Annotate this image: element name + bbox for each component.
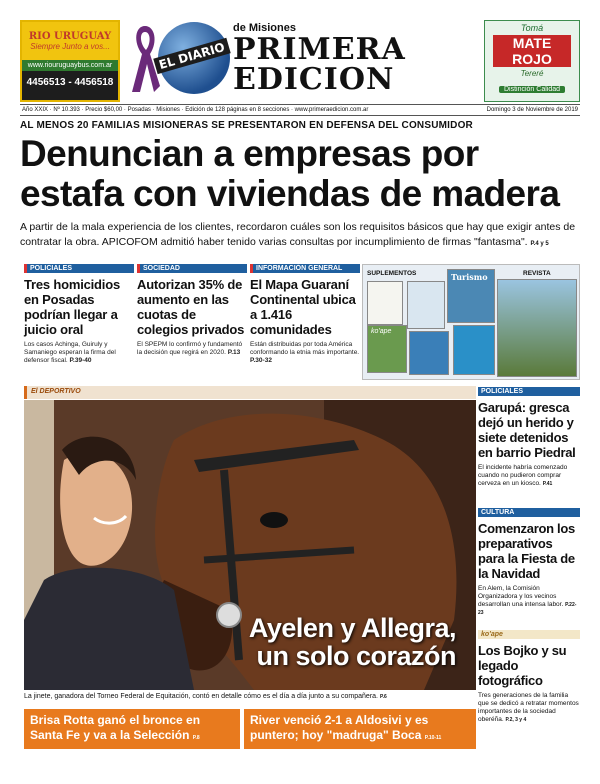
bottom-story-pages: P.10-11	[424, 735, 442, 741]
ad-toma: Tomá	[520, 23, 544, 33]
section-label: SOCIEDAD	[137, 264, 247, 273]
rail-pages: P.41	[542, 481, 553, 487]
masthead-title-line2: EDICION	[233, 62, 395, 97]
story-body	[250, 341, 360, 365]
supplements-label: SUPLEMENTOS	[367, 270, 417, 277]
section-label: ko'ape	[478, 630, 580, 639]
ad-mate-rojo-brand: MATE ROJO	[493, 35, 571, 67]
photo-caption	[24, 692, 476, 702]
revista-cover[interactable]	[497, 279, 577, 377]
rail-story-navidad[interactable]	[478, 508, 580, 617]
koape-cover[interactable]	[367, 325, 407, 373]
turismo-brand: Turismo	[451, 272, 488, 282]
rail-body-text: El incidente habría comenzado cuando no pudieron comprar cerveza en un kiosco.	[478, 464, 568, 487]
bottom-story-text: Brisa Rotta ganó el bronce en Santa Fe y va a la Selección	[30, 713, 201, 742]
globe-icon	[158, 22, 230, 94]
rail-headline: Los Bojko y su legado fotográfico	[478, 643, 567, 688]
deportivo-section-bar: El DEPORTIVO	[24, 386, 476, 399]
rail-headline: Garupá: gresca dejó un herido y siete detenidos en barrio Piedral	[478, 400, 576, 460]
ad-rio-uruguay-logo	[22, 22, 118, 60]
story-pages: P.13	[227, 349, 241, 356]
rail-pages: P.2, 3 y 4	[505, 717, 527, 723]
supplement-cover-4[interactable]	[453, 325, 495, 375]
ad-rio-uruguay[interactable]	[20, 20, 120, 102]
ad-brand: RIO URUGUAY	[28, 31, 112, 42]
rail-story-bojko[interactable]	[478, 630, 580, 724]
masthead-title-line1: PRIMERA	[233, 32, 406, 67]
section-label: INFORMACIÓN GENERAL	[250, 264, 360, 273]
ad-phones: 4456513 - 4456518	[26, 77, 114, 88]
story-policiales[interactable]	[24, 264, 134, 365]
story-body-text: Están distribuidas por toda América conformando la etnia más importante.	[250, 341, 360, 356]
main-lede-pages: P.4 y 5	[530, 241, 549, 247]
rail-body	[478, 585, 580, 617]
supplements-box[interactable]	[362, 264, 580, 380]
story-body-text: El SPEPM lo confirmó y fundamentó la decisión que regirá en 2020.	[137, 341, 243, 356]
rail-body	[478, 464, 580, 488]
story-body	[137, 341, 247, 357]
photo-caption-text: La jinete, ganadora del Torneo Federal de Equitación, contó en detalle cómo es el día a día junto a su compañera.	[24, 693, 378, 700]
story-informacion-general[interactable]	[250, 264, 360, 365]
masthead[interactable]	[130, 18, 480, 98]
main-lede-text: A partir de la mala experiencia de los clientes, recordaron cuáles son los requisitos básicos que hay que exigir antes de contratar la obra. APICOFOM admitió haber tenido varias consultas por incumplimiento de firmas "fantasma".	[20, 221, 576, 248]
story-headline: Autorizan 35% de aumento en las cuotas de colegios privados	[137, 277, 245, 337]
main-kicker: AL MENOS 20 FAMILIAS MISIONERAS SE PRESENTARON EN DEFENSA DEL CONSUMIDOR	[20, 120, 473, 131]
photo-headline	[249, 614, 456, 670]
bottom-story-text: River venció 2-1 a Aldosivi y es puntero; hoy "madruga" Boca	[250, 713, 429, 742]
el-diario-label: EL DIARIO	[153, 38, 230, 74]
masthead-subtitle: de Misiones	[233, 22, 296, 34]
edition-meta-bar	[20, 104, 580, 116]
ad-terere: Tereré	[520, 69, 544, 78]
section-label: POLICIALES	[478, 387, 580, 396]
ad-quality-badge: Distinción Calidad	[499, 86, 565, 93]
rail-body-text: En Alem, la Comisión Organizadora y los vecinos desarrollan una intensa labor.	[478, 585, 564, 608]
turismo-cover[interactable]	[447, 269, 495, 323]
rail-body	[478, 692, 580, 724]
supplement-cover-1[interactable]	[367, 281, 403, 325]
rail-headline: Comenzaron los preparativos para la Fiesta de la Navidad	[478, 521, 575, 581]
rail-pages: P.22-23	[478, 602, 577, 616]
photo-caption-pages: P.6	[379, 694, 387, 700]
story-sociedad[interactable]	[137, 264, 247, 357]
edition-date: Domingo 3 de Noviembre de 2019	[486, 107, 578, 113]
revista-label: REVISTA	[523, 270, 551, 277]
section-label: POLICIALES	[24, 264, 134, 273]
main-headline[interactable]: Denuncian a empresas por estafa con viviendas de madera	[20, 133, 560, 214]
section-label: CULTURA	[478, 508, 580, 517]
supplement-cover-3[interactable]	[409, 331, 449, 375]
main-lede	[20, 220, 580, 252]
photo-headline-line2: un solo corazón	[256, 641, 456, 671]
rail-body-text: Tres generaciones de la familia que se dedicó a retratar momentos importantes de la sociedad oberéña.	[478, 692, 579, 723]
koape-brand: ko'ape	[371, 328, 392, 335]
ad-slogan: Siempre Junto a vos...	[30, 42, 110, 51]
story-body	[24, 341, 134, 365]
story-body-text: Los casos Achinga, Guiruly y Samaniego esperan la firma del defensor fiscal.	[24, 341, 116, 364]
bottom-story-brisa-rotta[interactable]	[24, 709, 240, 749]
story-headline: El Mapa Guaraní Continental ubica a 1.416 comunidades	[250, 277, 356, 337]
bottom-story-pages: P.8	[192, 735, 200, 741]
story-pages: P.39-40	[69, 357, 92, 364]
rail-story-garupa[interactable]	[478, 387, 580, 488]
story-pages: P.30-32	[250, 357, 272, 364]
photo-headline-line1: Ayelen y Allegra,	[248, 613, 456, 643]
ad-mate-rojo[interactable]	[484, 20, 580, 102]
edition-info: Año XXIX · Nº 10.393 · Precio $60,00 · Posadas · Misiones · Edición de 128 páginas en 8 secciones · www.primeraedicion.com.ar	[22, 107, 369, 113]
bottom-story-river[interactable]	[244, 709, 476, 749]
supplement-cover-2[interactable]	[407, 281, 445, 329]
ad-url: www.riouruguaybus.com.ar	[22, 60, 118, 71]
story-headline: Tres homicidios en Posadas podrían llegar a juicio oral	[24, 277, 120, 337]
equestrian-photo[interactable]	[24, 400, 476, 690]
